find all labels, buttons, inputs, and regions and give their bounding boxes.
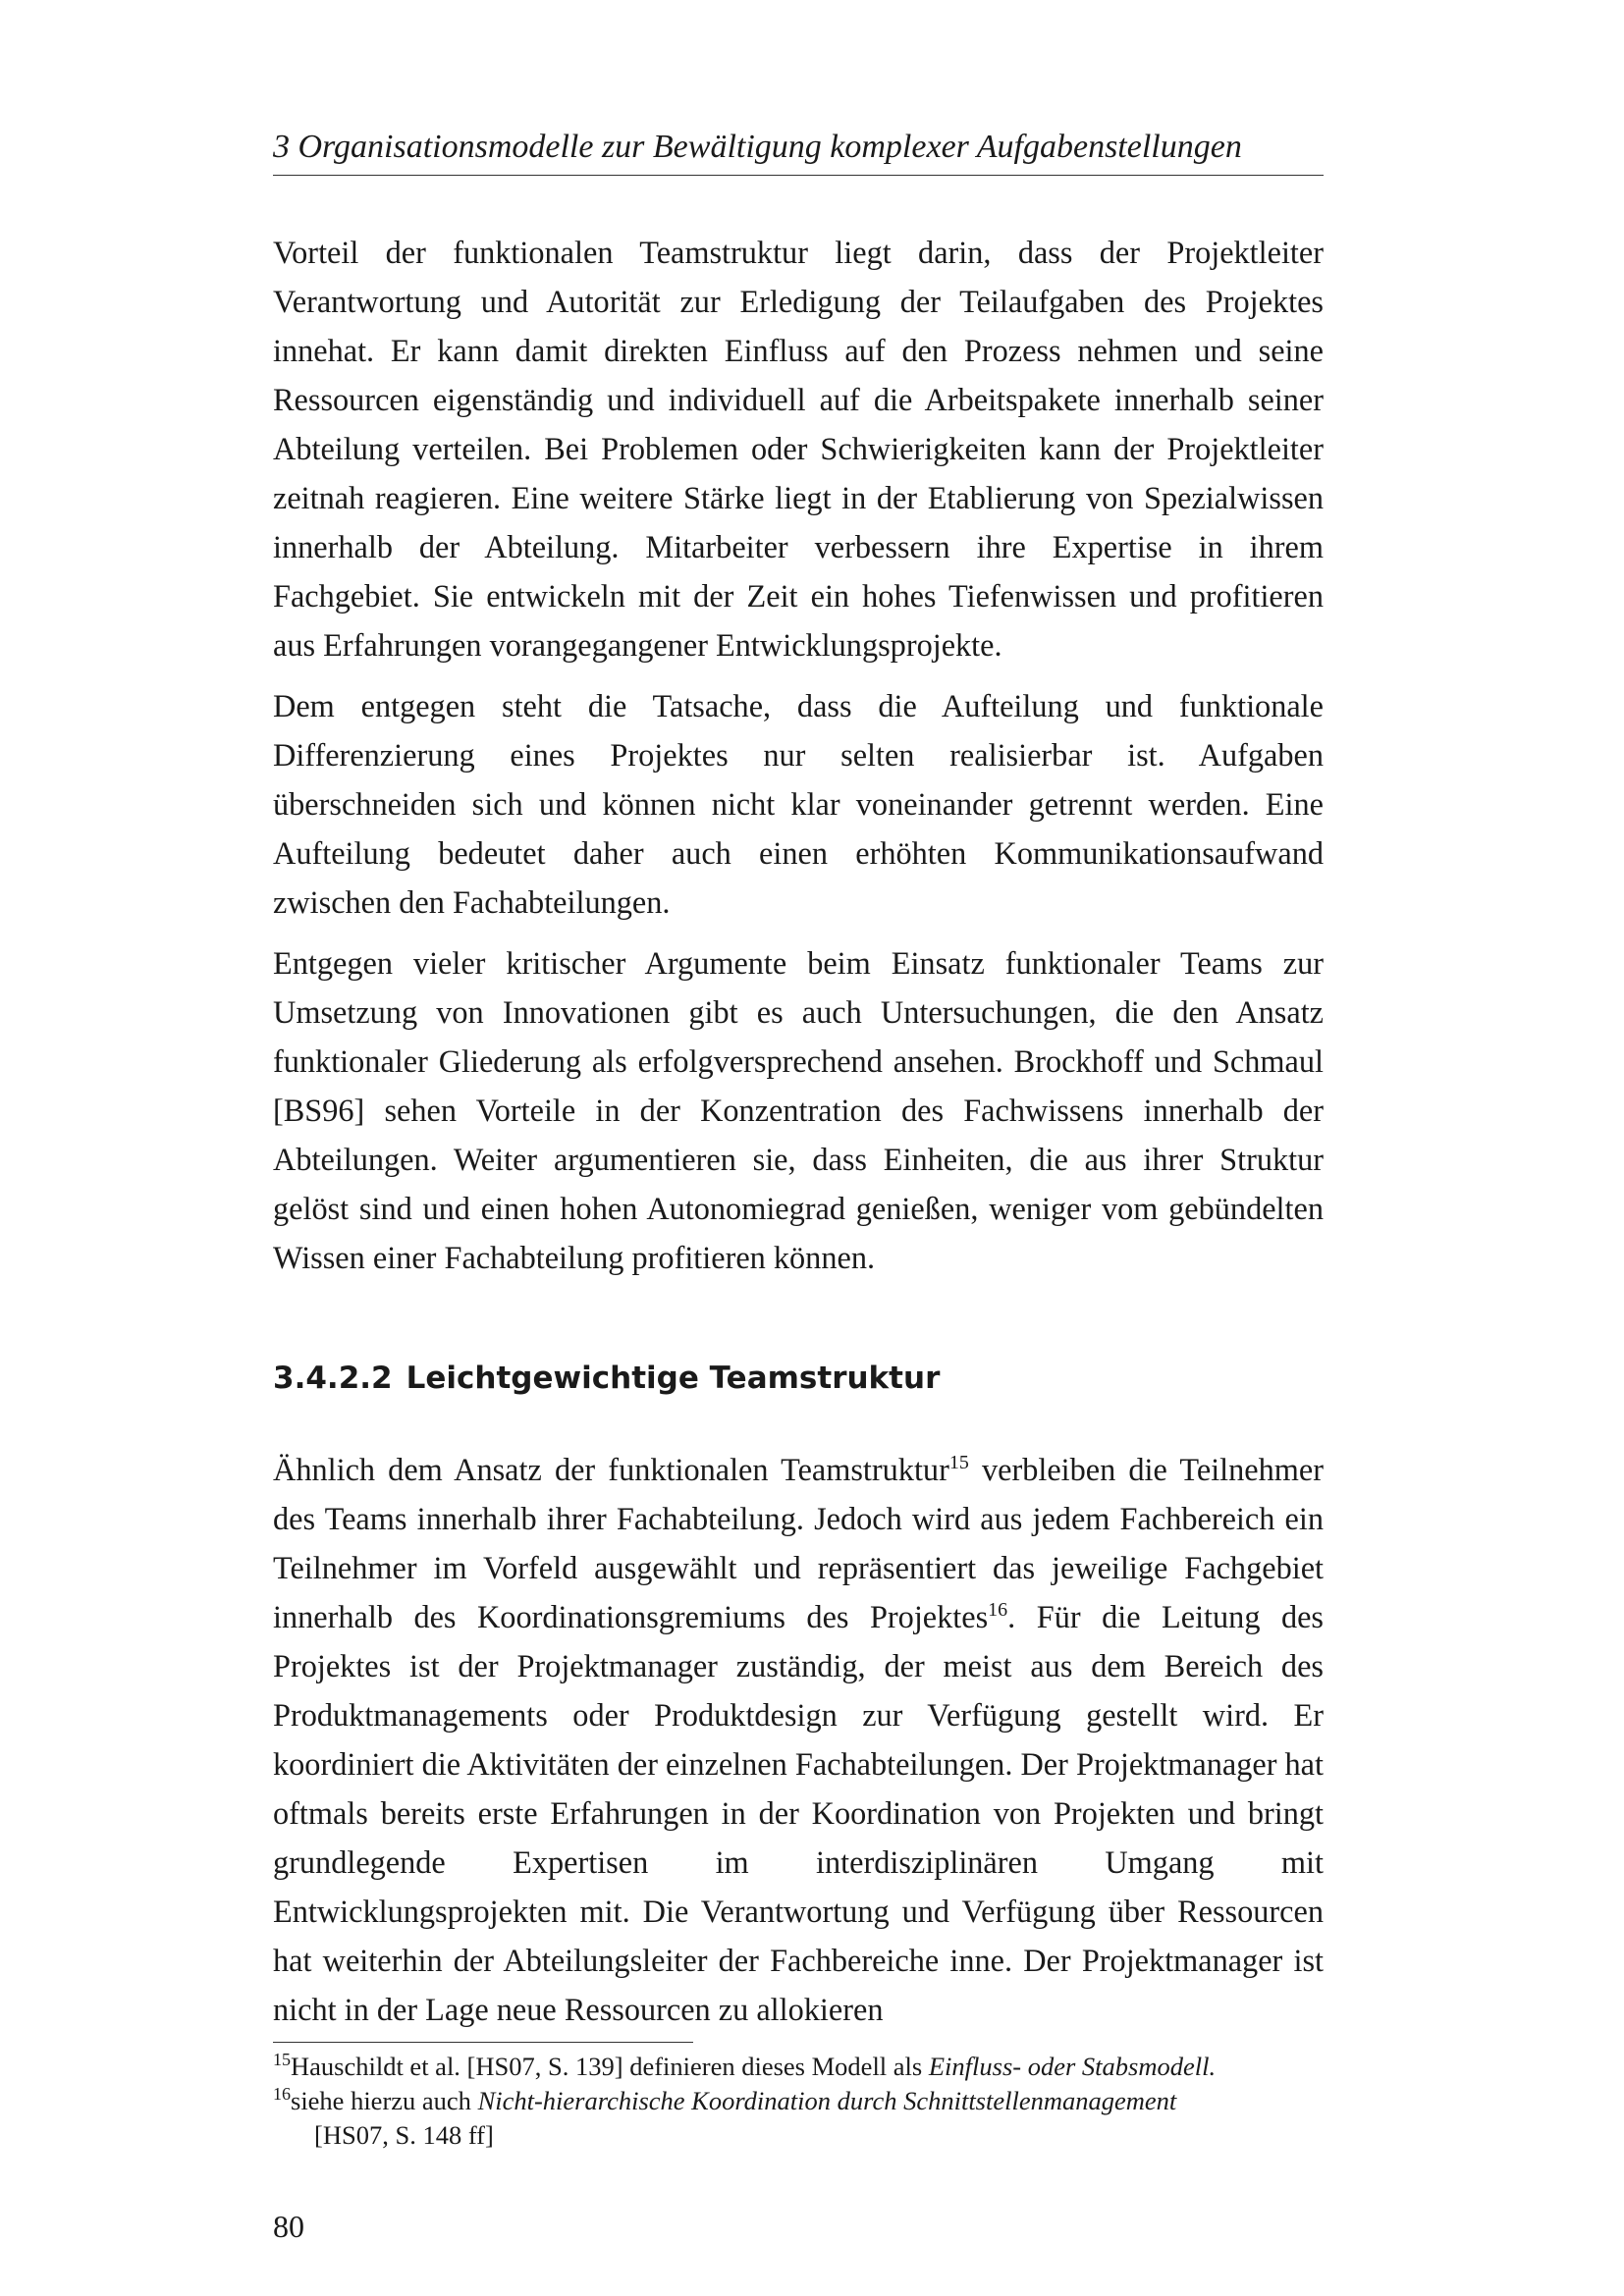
paragraph-text: . Für die Leitung des Projektes ist der Projektmanager zuständig, der meist aus dem Bereich des Produktmanagements oder Produktdesign zur Verfügung gestellt wird. Er koordiniert die Aktivitäten der einzelnen Fachabteilungen. Der Projektmanager hat oftmals bereits erste Erfahrungen in der Koordination von Projekten und bringt grundlegende Expertisen im interdisziplinären Umgang mit Entwicklungsprojekten mit. Die Verantwortung und Verfügung über Ressourcen hat weiterhin der Abteilungsleiter der Fachbereiche inne. Der Projektmanager ist nicht in der Lage neue Ressourcen zu allokieren [273, 1599, 1325, 2027]
footnote-text: siehe hierzu auch [291, 2086, 478, 2115]
footnote-emphasis: Einfluss- oder Stabsmodell. [928, 2052, 1217, 2081]
paragraph-text: Ähnlich dem Ansatz der funktionalen Teamstruktur [273, 1452, 949, 1487]
section-heading [273, 1357, 1324, 1400]
footnotes [273, 2050, 1324, 2153]
body-text [273, 228, 1324, 1282]
footnote-ref[interactable]: 15 [948, 1452, 969, 1474]
paragraph-text: verbleiben die Teilnehmer des Teams innerhalb ihrer Fachabteilung. Jedoch wird aus jedem Fachbereich ein Teilnehmer im Vorfeld ausgewählt und repräsentiert das jeweilige Fachgebiet innerhalb des Koordinationsgremiums des Projektes [273, 1452, 1324, 1634]
paragraph: Dem entgegen steht die Tatsache, dass die Aufteilung und funktionale Differenzierung eines Projektes nur selten realisierbar ist. Aufgaben überschneiden sich und können nicht klar voneinander getrennt werden. Eine Aufteilung bedeutet daher auch einen erhöhten Kommunikationsaufwand zwischen den Fachabteilungen. [273, 688, 1324, 920]
section-body [273, 1445, 1324, 2034]
footnote-text: Hauschildt et al. [HS07, S. 139] definieren dieses Modell als [291, 2052, 929, 2081]
footnote-emphasis: Nicht-hierarchische Koordination durch Schnittstellenmanagement [477, 2086, 1177, 2115]
paragraph [273, 1445, 1324, 2034]
section-number: 3.4.2.2 [273, 1361, 393, 1396]
page-number: 80 [273, 2209, 304, 2244]
footnote-mark: 15 [273, 2050, 291, 2070]
footnote-mark: 16 [273, 2084, 291, 2105]
footnote-ref[interactable]: 16 [988, 1599, 1008, 1622]
running-head: 3 Organisationsmodelle zur Bewältigung komplexer Aufgabenstellungen [273, 126, 1324, 176]
footnote [273, 2084, 1324, 2153]
footnote-citation: [HS07, S. 148 ff] [314, 2120, 494, 2150]
paragraph: Vorteil der funktionalen Teamstruktur liegt darin, dass der Projektleiter Verantwortung und Autorität zur Erledigung der Teilaufgaben des Projektes innehat. Er kann damit direkten Einfluss auf den Prozess nehmen und seine Ressourcen eigenständig und individuell auf die Arbeitspakete innerhalb seiner Abteilung verteilen. Bei Problemen oder Schwierigkeiten kann der Projektleiter zeitnah reagieren. Eine weitere Stärke liegt in der Etablierung von Spezialwissen innerhalb der Abteilung. Mitarbeiter verbessern ihre Expertise in ihrem Fachgebiet. Sie entwickeln mit der Zeit ein hohes Tiefenwissen und profitieren aus Erfahrungen vorangegangener Entwicklungsprojekte. [273, 235, 1324, 663]
footnote-divider [273, 2042, 693, 2043]
section-title: Leichtgewichtige Teamstruktur [406, 1361, 941, 1396]
paragraph: Entgegen vieler kritischer Argumente beim Einsatz funktionaler Teams zur Umsetzung von Innovationen gibt es auch Untersuchungen, die den Ansatz funktionaler Gliederung als erfolgversprechend ansehen. Brockhoff und Schmaul [BS96] sehen Vorteile in der Konzentration des Fachwissens innerhalb der Abteilungen. Weiter argumentieren sie, dass Einheiten, die aus ihrer Struktur gelöst sind und einen hohen Autonomiegrad genießen, weniger vom gebündelten Wissen einer Fachabteilung profitieren können. [273, 945, 1324, 1275]
footnote [273, 2050, 1324, 2084]
